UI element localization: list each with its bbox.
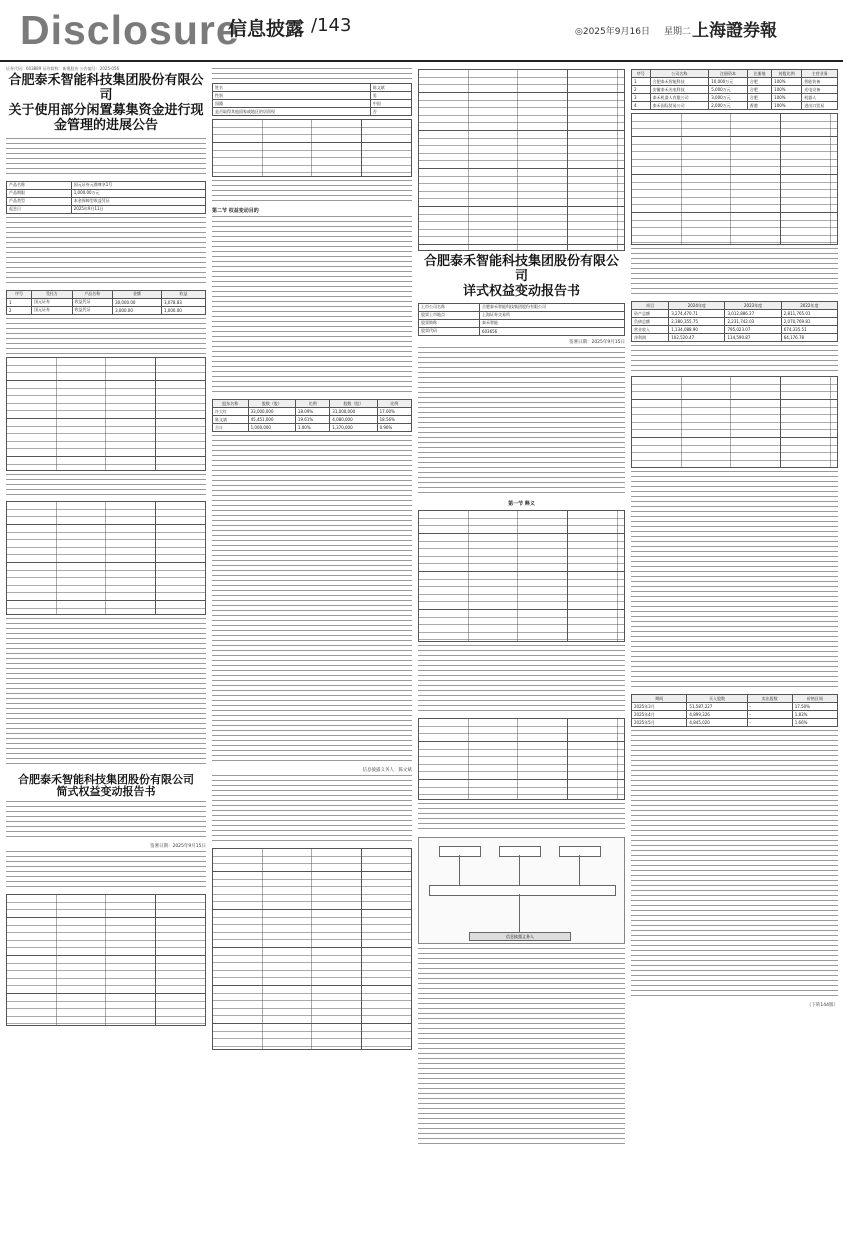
table-cell: 100%	[772, 102, 802, 110]
brand-wordmark: Disclosure	[20, 7, 240, 53]
column-header: 序号	[632, 70, 651, 78]
body-text	[418, 803, 625, 833]
table-row	[213, 416, 412, 424]
table-cell: 2,380,355.75	[669, 318, 725, 326]
table-cell: 1.00%	[295, 424, 329, 432]
column-header: 产品名称	[72, 290, 113, 298]
notice-title: 关于使用部分闲置募集资金进行现金管理的进展公告	[8, 102, 204, 133]
column-header: 受托方	[32, 290, 73, 298]
report-company-title: 合肥泰禾智能科技集团股份有限公司	[423, 254, 619, 284]
column-header: 2023年度	[725, 302, 781, 310]
table-cell: 674,335.51	[781, 326, 837, 334]
table-row	[7, 306, 206, 314]
table-cell: 泰禾智能	[479, 319, 624, 327]
holdings-table	[212, 399, 412, 432]
table-cell: 本金保障型收益凭证	[71, 197, 205, 205]
table-cell: 2,070,769.81	[781, 318, 837, 326]
table-cell: 33,000,000	[248, 408, 295, 416]
table-row	[7, 181, 206, 189]
table-cell: 国元证券元鼎尊享1号	[71, 181, 205, 189]
table-cell: 1,000,000	[248, 424, 295, 432]
column-header: 公司名称	[650, 70, 709, 78]
chapter-heading: 第一节 释义	[508, 500, 535, 507]
body-text	[418, 347, 625, 497]
table-cell: 安徽泰禾光电科技	[650, 86, 709, 94]
table-row	[7, 298, 206, 306]
table-cell: 股票上市地点	[419, 311, 480, 319]
company-title: 合肥泰禾智能科技集团股份有限公司	[8, 73, 204, 103]
table-cell: 机器人	[802, 94, 838, 102]
table-row	[7, 189, 206, 197]
table-cell: -	[747, 703, 792, 711]
table-cell: 3,274,470.71	[669, 310, 725, 318]
appendix-table	[212, 848, 412, 1050]
table-cell: 合计	[213, 424, 249, 432]
table-row	[632, 326, 838, 334]
table-row	[213, 108, 412, 116]
table-cell: 起息日	[7, 205, 72, 213]
table-cell: 股票代码	[419, 327, 480, 335]
table-cell: 3,000.00	[113, 306, 162, 314]
table-cell: 2	[7, 306, 32, 314]
column-header: 序号	[7, 290, 32, 298]
table-cell: 产品期限	[7, 189, 72, 197]
table-row	[419, 311, 625, 319]
table-cell: 795,023.07	[725, 326, 781, 334]
table-cell: 100%	[772, 86, 802, 94]
table-cell: 17.00%	[377, 408, 411, 416]
newspaper-name: 上海證券報	[692, 21, 777, 41]
column-header: 比例	[295, 400, 329, 408]
table-cell: 2025年4月	[632, 711, 687, 719]
table-cell: 1,000.00万元	[71, 189, 205, 197]
table-cell: 1.66%	[792, 719, 837, 727]
table-cell: 是否取得其他国家或地区的居留权	[213, 108, 371, 116]
table-cell: 2	[632, 86, 651, 94]
table-cell: 性别	[213, 92, 371, 100]
table-cell: 1.83%	[792, 711, 837, 719]
table-cell: 102,520.47	[669, 334, 725, 342]
table-cell: 许大红	[213, 408, 249, 416]
definitions-table	[418, 510, 625, 642]
table-cell: 2025年3月	[632, 703, 687, 711]
table-cell: 31,000,000	[330, 408, 377, 416]
diagram-caption: 信息披露义务人	[469, 932, 571, 941]
body-text	[6, 618, 206, 768]
table-row	[213, 92, 412, 100]
definitions-table	[6, 894, 206, 1026]
detail-table	[6, 357, 206, 471]
table-row	[213, 84, 412, 92]
section-heading: 第二节 权益变动目的	[212, 208, 259, 214]
table-cell: 4,899,326	[687, 711, 747, 719]
table-cell: 光电设备	[802, 86, 838, 94]
table-cell: -	[747, 719, 792, 727]
table-cell: 3,012,886.27	[725, 310, 781, 318]
table-row	[632, 310, 838, 318]
column-1	[6, 66, 206, 1244]
column-header: 项目	[632, 302, 669, 310]
column-header: 收益	[161, 290, 205, 298]
table-cell: 3,078.83	[161, 298, 205, 306]
table-cell: 18.09%	[295, 408, 329, 416]
finance-table	[631, 301, 838, 342]
table-cell: 51,587,227	[687, 703, 747, 711]
column-4	[631, 66, 838, 1244]
table-cell: 2,231,742.03	[725, 318, 781, 326]
table-cell: 4,845,020	[687, 719, 747, 727]
table-cell: 否	[370, 108, 411, 116]
table-cell: 18.56%	[377, 416, 411, 424]
section-title: 信息披露	[228, 18, 305, 40]
table-row	[632, 703, 838, 711]
trading-table	[631, 694, 838, 727]
body-text	[6, 138, 206, 178]
table-cell: 泰禾机器人有限公司	[650, 94, 709, 102]
signature: 信息披露义务人：陈文斌	[362, 768, 412, 773]
column-header: 金额	[113, 290, 162, 298]
table-cell: 上市公司名称	[419, 303, 480, 311]
column-header: 股数（股）	[330, 400, 377, 408]
table-cell: 国元证券	[32, 306, 73, 314]
table-row	[213, 424, 412, 432]
table-cell: 3,000万元	[709, 94, 748, 102]
column-header: 持股比例	[772, 70, 802, 78]
issue-weekday: 星期二	[664, 27, 692, 37]
table-cell: 泰禾国际贸易公司	[650, 102, 709, 110]
column-header: 比例	[377, 400, 411, 408]
table-row	[7, 205, 206, 213]
column-header: 2024年度	[669, 302, 725, 310]
second-notice-title: 简式权益变动报告书	[56, 785, 156, 799]
signing-date: 签署日期：2025年9月15日	[149, 844, 206, 850]
table-cell: 进出口贸易	[802, 102, 838, 110]
body-text	[212, 180, 412, 204]
table-cell: 净利润	[632, 334, 669, 342]
report-title: 详式权益变动报告书	[462, 283, 580, 299]
table-cell: 4,080,000	[330, 416, 377, 424]
table-cell: 上海证券交易所	[479, 311, 624, 319]
shareholder-table	[418, 718, 625, 800]
table-cell: 国元证券	[32, 298, 73, 306]
table-cell: 合肥	[747, 78, 771, 86]
table-row	[213, 100, 412, 108]
column-3	[418, 66, 625, 1244]
column-header: 卖出股数	[747, 695, 792, 703]
report-info-table	[418, 303, 625, 336]
table-row	[632, 334, 838, 342]
announcement-meta: 证券代码：603889 证券简称：新澳股份 公告编号：2025-056	[6, 66, 120, 71]
table-cell: 1	[7, 298, 32, 306]
table-cell: 2,811,765.01	[781, 310, 837, 318]
body-text	[631, 248, 838, 298]
table-cell: 2025年5月	[632, 719, 687, 727]
table-cell: 4	[632, 102, 651, 110]
table-row	[632, 318, 838, 326]
table-cell: 合肥	[747, 86, 771, 94]
person-table-2	[212, 119, 412, 177]
column-header: 股数（股）	[248, 400, 295, 408]
column-header: 主营业务	[802, 70, 838, 78]
table-cell: 1,134,088.90	[669, 326, 725, 334]
signing-date: 签署日期：2025年9月15日	[568, 339, 625, 345]
table-cell: 10,000万元	[709, 78, 748, 86]
table-row	[419, 303, 625, 311]
table-cell: 3	[632, 94, 651, 102]
issue-date: ◎2025年9月16日	[575, 27, 650, 37]
body-text	[212, 68, 412, 80]
table-cell: 2,000万元	[709, 102, 748, 110]
body-text	[6, 217, 206, 287]
table-row	[7, 197, 206, 205]
table-cell: 合肥	[747, 94, 771, 102]
table-row	[632, 94, 838, 102]
body-text	[631, 345, 838, 373]
table-cell: 陈文斌	[370, 84, 411, 92]
column-header: 股东名称	[213, 400, 249, 408]
table-cell: 19.61%	[295, 416, 329, 424]
table-cell: 0.96%	[377, 424, 411, 432]
column-2	[212, 66, 412, 1244]
table-row	[632, 102, 838, 110]
table-cell: 产品类型	[7, 197, 72, 205]
continued-note: （下转144版）	[806, 1003, 838, 1008]
table-cell: 30,000.00	[113, 298, 162, 306]
table-row	[419, 319, 625, 327]
table-cell: 香港	[747, 102, 771, 110]
body-text	[6, 851, 206, 891]
table-cell: 收益凭证	[72, 298, 113, 306]
table-cell: 资产总额	[632, 310, 669, 318]
table-cell: 股票简称	[419, 319, 480, 327]
second-company-title: 合肥泰禾智能科技集团股份有限公司	[18, 772, 194, 786]
directors-table	[631, 376, 838, 468]
company-table-cont	[631, 113, 838, 245]
product-table	[6, 181, 206, 214]
table-row	[632, 711, 838, 719]
table-row	[632, 86, 838, 94]
table-cell: 1	[632, 78, 651, 86]
table-row	[419, 327, 625, 335]
body-text	[6, 318, 206, 354]
table-cell: 2025年9月11日	[71, 205, 205, 213]
body-text	[418, 645, 625, 715]
table-cell: -	[747, 711, 792, 719]
table-cell: 114,590.87	[725, 334, 781, 342]
table-cell: 17.50%	[792, 703, 837, 711]
column-header: 期间	[632, 695, 687, 703]
body-text	[212, 435, 412, 765]
column-header: 注册资本	[709, 70, 748, 78]
table-cell: 负债总额	[632, 318, 669, 326]
body-text	[418, 948, 625, 1148]
table-cell: 合肥泰禾智能科技集团股份有限公司	[479, 303, 624, 311]
body-text	[6, 801, 206, 841]
body-text	[631, 730, 838, 1000]
masthead	[0, 0, 843, 62]
table-row	[632, 78, 838, 86]
table-cell: 64,176.78	[781, 334, 837, 342]
column-header: 注册地	[747, 70, 771, 78]
table-cell: 男	[370, 92, 411, 100]
table-cell: 100%	[772, 94, 802, 102]
body-text	[212, 775, 412, 845]
table-cell: 姓名	[213, 84, 371, 92]
table-cell: 5,000万元	[709, 86, 748, 94]
body-text	[631, 471, 838, 691]
column-header: 价格区间	[792, 695, 837, 703]
table-row	[213, 408, 412, 416]
table-row	[632, 719, 838, 727]
body-text	[6, 474, 206, 498]
table-cell: 603656	[479, 327, 624, 335]
table-cell: 智能装备	[802, 78, 838, 86]
company-table	[631, 69, 838, 110]
table-cell: 1,000.00	[161, 306, 205, 314]
page-number: /143	[311, 15, 352, 36]
table-cell: 产品名称	[7, 181, 72, 189]
table-cell: 国籍	[213, 100, 371, 108]
table-cell: 45,451,000	[248, 416, 295, 424]
table-cell: 中国	[370, 100, 411, 108]
body-text	[212, 216, 412, 396]
person-table	[212, 83, 412, 116]
basic-info-table	[418, 69, 625, 251]
ownership-structure-diagram	[418, 837, 625, 944]
table-cell: 1,370,000	[330, 424, 377, 432]
detail-table	[6, 501, 206, 615]
table-cell: 营业收入	[632, 326, 669, 334]
table-cell: 陈文斌	[213, 416, 249, 424]
table-cell: 100%	[772, 78, 802, 86]
column-header: 2022年度	[781, 302, 837, 310]
column-header: 买入股数	[687, 695, 747, 703]
summary-table	[6, 290, 206, 315]
table-cell: 合肥泰禾智能科技	[650, 78, 709, 86]
table-cell: 收益凭证	[72, 306, 113, 314]
